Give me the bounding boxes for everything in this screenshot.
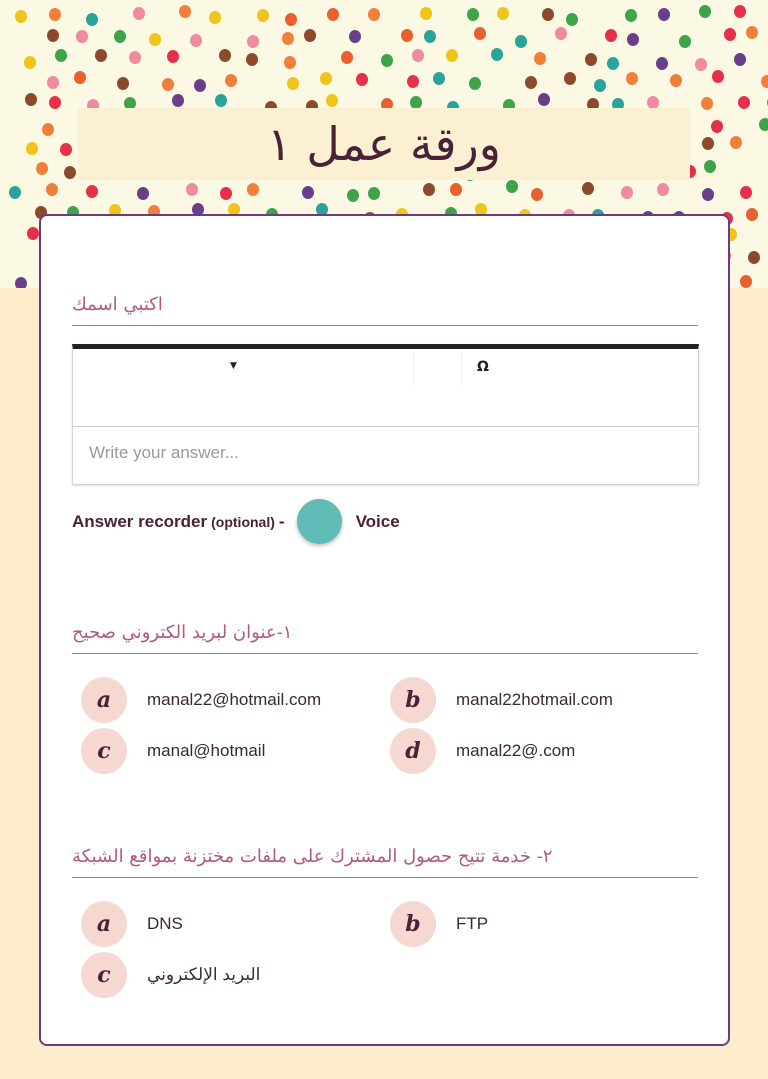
confetti-dot [24,56,36,69]
confetti-dot [257,9,269,22]
confetti-dot [450,183,462,196]
confetti-dot [621,186,633,199]
confetti-dot [625,9,637,22]
confetti-dot [607,57,619,70]
confetti-dot [95,49,107,62]
confetti-dot [15,277,27,288]
confetti-dot [149,33,161,46]
option-b[interactable] [390,901,488,947]
confetti-dot [86,13,98,26]
confetti-dot [734,53,746,66]
confetti-dot [86,185,98,198]
confetti-dot [420,7,432,20]
confetti-dot [626,72,638,85]
confetti-dot [76,30,88,43]
confetti-dot [497,7,509,20]
confetti-dot [368,187,380,200]
confetti-dot [702,188,714,201]
confetti-dot [349,30,361,43]
option-text: manal22@.com [456,741,576,760]
confetti-dot [433,72,445,85]
confetti-dot [36,162,48,175]
confetti-dot [74,71,86,84]
option-letter-badge: a [81,677,127,723]
confetti-dot [282,32,294,45]
special-char-button[interactable]: Ω [477,359,489,375]
confetti-dot [538,93,550,106]
confetti-dot [738,96,750,109]
confetti-dot [219,49,231,62]
toolbar-divider [461,353,462,385]
confetti-dot [186,183,198,196]
option-text: manal22hotmail.com [456,690,613,709]
confetti-dot [215,94,227,107]
confetti-dot [759,118,768,131]
option-letter-badge: a [81,901,127,947]
confetti-dot [534,52,546,65]
recorder-dash: - [278,511,285,531]
confetti-dot [27,227,39,240]
confetti-dot [167,50,179,63]
confetti-dot [704,160,716,173]
confetti-dot [525,76,537,89]
confetti-dot [761,75,768,88]
option-d[interactable] [390,728,575,774]
option-text: FTP [456,914,489,933]
confetti-dot [320,72,332,85]
confetti-dot [285,13,297,26]
confetti-dot [209,11,221,24]
confetti-dot [304,29,316,42]
confetti-dot [506,180,518,193]
option-text: manal22@hotmail.com [147,690,322,709]
confetti-dot [582,182,594,195]
confetti-dot [566,13,578,26]
option-letter-badge: d [390,728,436,774]
confetti-dot [515,35,527,48]
confetti-dot [15,10,27,23]
confetti-dot [220,187,232,200]
confetti-dot [564,72,576,85]
option-letter-badge: b [390,677,436,723]
confetti-dot [740,186,752,199]
confetti-dot [699,5,711,18]
confetti-dot [412,49,424,62]
confetti-dot [724,28,736,41]
confetti-dot [179,5,191,18]
confetti-dot [194,79,206,92]
recorder-label: Answer recorder [72,511,208,531]
confetti-dot [424,30,436,43]
question-1-title: ١-عنوان لبريد الكتروني صحيح [72,622,698,654]
option-c[interactable] [81,952,260,998]
confetti-dot [64,166,76,179]
confetti-dot [9,186,21,199]
confetti-dot [247,183,259,196]
confetti-dot [469,77,481,90]
confetti-dot [423,183,435,196]
worksheet-card [39,214,730,1046]
confetti-dot [246,53,258,66]
confetti-dot [172,94,184,107]
confetti-dot [746,208,758,221]
confetti-dot [695,58,707,71]
option-letter-badge: c [81,728,127,774]
confetti-dot [114,30,126,43]
option-b[interactable] [390,677,613,723]
confetti-dot [656,57,668,70]
confetti-dot [474,27,486,40]
confetti-dot [531,188,543,201]
confetti-dot [407,75,419,88]
recorder-optional: (optional) [211,513,275,530]
confetti-dot [679,35,691,48]
confetti-dot [711,120,723,133]
confetti-dot [287,77,299,90]
confetti-dot [47,76,59,89]
confetti-dot [658,8,670,21]
confetti-dot [284,56,296,69]
toolbar-divider [413,353,414,385]
confetti-dot [60,143,72,156]
option-c[interactable] [81,728,265,774]
confetti-dot [129,51,141,64]
confetti-dot [702,137,714,150]
confetti-dot [730,136,742,149]
confetti-dot [670,74,682,87]
confetti-dot [137,187,149,200]
confetti-dot [190,34,202,47]
confetti-dot [657,183,669,196]
confetti-dot [49,8,61,21]
title-banner [78,108,690,180]
confetti-dot [326,94,338,107]
confetti-dot [133,7,145,20]
confetti-dot [467,8,479,21]
question-name-label: اكتبي اسمك [72,294,698,326]
confetti-dot [55,49,67,62]
answer-input[interactable] [73,426,698,479]
confetti-dot [542,8,554,21]
confetti-dot [740,275,752,288]
confetti-dot [225,74,237,87]
confetti-dot [47,29,59,42]
confetti-dot [368,8,380,21]
confetti-dot [341,51,353,64]
confetti-dot [26,142,38,155]
confetti-dot [347,189,359,202]
option-text: البريد الإلكتروني [147,965,261,984]
confetti-dot [25,93,37,106]
option-text: DNS [147,914,183,933]
confetti-dot [446,49,458,62]
confetti-dot [356,73,368,86]
confetti-dot [555,27,567,40]
confetti-dot [381,54,393,67]
voice-label: Voice [355,511,400,531]
confetti-dot [302,186,314,199]
confetti-dot [746,26,758,39]
page-title: ورقة عمل ١ [267,117,501,171]
confetti-dot [594,79,606,92]
confetti-dot [46,183,58,196]
confetti-dot [712,70,724,83]
answer-recorder [72,499,400,544]
confetti-dot [491,48,503,61]
confetti-dot [748,251,760,264]
confetti-dot [49,96,61,109]
option-a[interactable] [81,901,183,947]
confetti-dot [162,78,174,91]
confetti-dot [327,8,339,21]
font-dropdown-caret-icon[interactable]: ▼ [230,361,237,371]
confetti-dot [647,96,659,109]
option-letter-badge: b [390,901,436,947]
confetti-dot [117,77,129,90]
confetti-dot [410,96,422,109]
question-2-title: ٢- خدمة تتيح حصول المشترك على ملفات مختزنة بمواقع الشبكة [72,846,698,878]
rich-text-editor [72,344,699,485]
confetti-dot [734,5,746,18]
confetti-dot [627,33,639,46]
record-voice-button[interactable] [297,499,342,544]
confetti-dot [247,35,259,48]
option-letter-badge: c [81,952,127,998]
confetti-dot [605,29,617,42]
confetti-dot [42,123,54,136]
confetti-dot [401,29,413,42]
option-text: manal@hotmail [147,741,266,760]
confetti-dot [701,97,713,110]
confetti-dot [585,53,597,66]
option-a[interactable] [81,677,321,723]
